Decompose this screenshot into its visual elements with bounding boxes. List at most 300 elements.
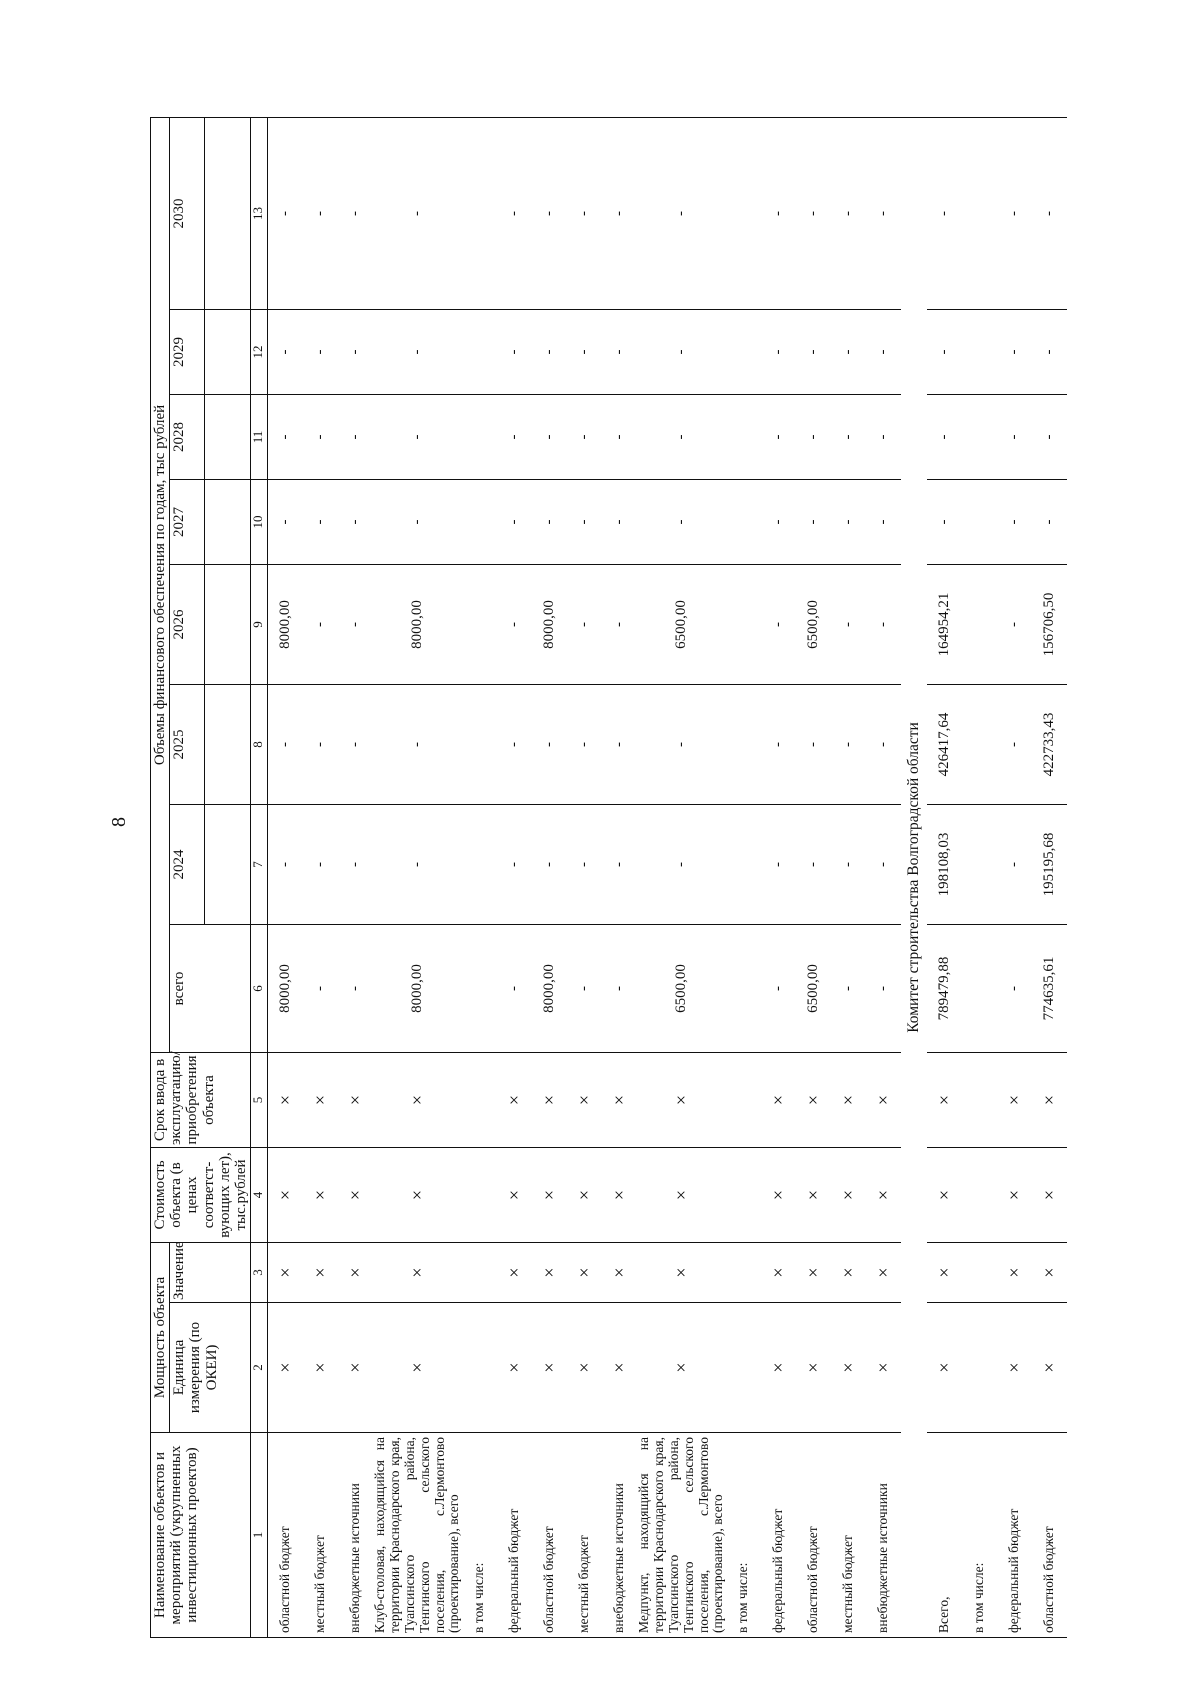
cell-c5: × [497, 1052, 532, 1147]
cell-c3: × [831, 1242, 866, 1302]
cell-c9 [726, 564, 761, 684]
cell-c5: × [637, 1052, 726, 1147]
cell-c7: - [831, 804, 866, 924]
cell-c3 [962, 1242, 997, 1302]
cell-c7: - [338, 804, 373, 924]
table-row [1032, 117, 1067, 1637]
cell-c3: × [866, 1242, 901, 1302]
cell-c11: - [532, 394, 567, 479]
cell-c4: × [602, 1147, 637, 1242]
cell-c9: - [831, 564, 866, 684]
cell-c2: × [927, 1303, 962, 1433]
cell-c5: × [373, 1052, 462, 1147]
cell-c6: - [761, 924, 796, 1052]
cell-c6: - [997, 924, 1032, 1052]
cell-c4: × [497, 1147, 532, 1242]
cell-c12: - [303, 309, 338, 394]
header-objects-name: Наименование объектов и мероприятий (укрупненных инвестиционных проектов) [151, 1433, 251, 1638]
cell-c11: - [831, 394, 866, 479]
cell-c6 [726, 924, 761, 1052]
cell-c7: - [866, 804, 901, 924]
cell-c12: - [338, 309, 373, 394]
column-number: 8 [251, 684, 268, 804]
section-row [901, 117, 927, 1637]
cell-c12: - [532, 309, 567, 394]
cell-c12: - [637, 309, 726, 394]
table-row [602, 117, 637, 1637]
cell-c10: - [567, 479, 602, 564]
cell-c11: - [927, 394, 962, 479]
cell-c6: - [602, 924, 637, 1052]
cell-c11: - [1032, 394, 1067, 479]
cell-c13: - [567, 117, 602, 309]
cell-c3: × [637, 1242, 726, 1302]
cell-c10: - [997, 479, 1032, 564]
cell-c2: × [373, 1303, 462, 1433]
cell-c4 [962, 1147, 997, 1242]
column-number: 5 [251, 1052, 268, 1147]
cell-c9 [962, 564, 997, 684]
cell-c2: × [637, 1303, 726, 1433]
cell-c10 [962, 479, 997, 564]
cell-c9: 8000,00 [268, 564, 304, 684]
cell-c10: - [532, 479, 567, 564]
row-name: в том числе: [462, 1433, 497, 1638]
table-row [997, 117, 1032, 1637]
cell-c4 [462, 1147, 497, 1242]
cell-c3: × [373, 1242, 462, 1302]
cell-c7: 195195,68 [1032, 804, 1067, 924]
cell-c5: × [532, 1052, 567, 1147]
cell-c13: - [602, 117, 637, 309]
column-number: 2 [251, 1303, 268, 1433]
cell-c9: - [338, 564, 373, 684]
row-name: местный бюджет [303, 1433, 338, 1638]
cell-c5: × [567, 1052, 602, 1147]
cell-c7: - [373, 804, 462, 924]
cell-c10: - [338, 479, 373, 564]
cell-c2: × [532, 1303, 567, 1433]
cell-c2: × [997, 1303, 1032, 1433]
cell-c10: - [637, 479, 726, 564]
header-cost: Стоимость объекта (в ценах соответст-вующих лет), тыс.рублей [151, 1147, 251, 1242]
column-number: 6 [251, 924, 268, 1052]
row-name: федеральный бюджет [997, 1433, 1032, 1638]
header-commission-term: Срок ввода в эксплуатацию/ приобретения объекта [151, 1052, 251, 1147]
cell-c9: 164954,21 [927, 564, 962, 684]
cell-c2: × [1032, 1303, 1067, 1433]
cell-c7: - [997, 804, 1032, 924]
cell-c2: × [268, 1303, 304, 1433]
cell-c5 [962, 1052, 997, 1147]
cell-c11 [962, 394, 997, 479]
cell-c5: × [831, 1052, 866, 1147]
column-number: 3 [251, 1242, 268, 1302]
cell-c13: - [497, 117, 532, 309]
cell-c2 [726, 1303, 761, 1433]
cell-c6: 774635,61 [1032, 924, 1067, 1052]
cell-c11: - [866, 394, 901, 479]
cell-c13: - [866, 117, 901, 309]
cell-c12: - [497, 309, 532, 394]
cell-c4: × [997, 1147, 1032, 1242]
cell-c2: × [602, 1303, 637, 1433]
table-row [497, 117, 532, 1637]
cell-c3: × [796, 1242, 831, 1302]
cell-c8: - [602, 684, 637, 804]
cell-c13: - [796, 117, 831, 309]
cell-c3: × [927, 1242, 962, 1302]
header-capacity: Мощность объекта [151, 1242, 170, 1432]
cell-c3: × [1032, 1242, 1067, 1302]
cell-c10: - [373, 479, 462, 564]
cell-c11: - [497, 394, 532, 479]
cell-c9: 8000,00 [532, 564, 567, 684]
cell-c2: × [831, 1303, 866, 1433]
header-unit: Единица измерения (по ОКЕИ) [170, 1303, 251, 1433]
cell-c2: × [866, 1303, 901, 1433]
table-row [927, 117, 962, 1637]
cell-c3: × [761, 1242, 796, 1302]
cell-c13 [962, 117, 997, 309]
cell-c11: - [338, 394, 373, 479]
column-number: 4 [251, 1147, 268, 1242]
cell-c2: × [497, 1303, 532, 1433]
cell-c10 [726, 479, 761, 564]
cell-c7: - [497, 804, 532, 924]
cell-c11: - [373, 394, 462, 479]
cell-c8 [462, 684, 497, 804]
cell-c6: - [567, 924, 602, 1052]
header-year: 2029 [170, 309, 205, 394]
cell-c12: - [866, 309, 901, 394]
row-name: внебюджетные источники [338, 1433, 373, 1638]
cell-c8: - [761, 684, 796, 804]
cell-c2: × [761, 1303, 796, 1433]
column-number: 7 [251, 804, 268, 924]
cell-c13: - [268, 117, 304, 309]
header-year: 2025 [170, 684, 205, 804]
cell-c12 [726, 309, 761, 394]
table-row [761, 117, 796, 1637]
cell-c10: - [497, 479, 532, 564]
cell-c3: × [567, 1242, 602, 1302]
column-number: 10 [251, 479, 268, 564]
row-name: местный бюджет [567, 1433, 602, 1638]
cell-c11 [726, 394, 761, 479]
cell-c3: × [338, 1242, 373, 1302]
cell-c11: - [997, 394, 1032, 479]
document-table-rotated [150, 118, 1070, 1638]
cell-c12: - [1032, 309, 1067, 394]
cell-c5: × [866, 1052, 901, 1147]
row-name: внебюджетные источники [602, 1433, 637, 1638]
row-name: в том числе: [726, 1433, 761, 1638]
table-row [338, 117, 373, 1637]
cell-c6: 6500,00 [796, 924, 831, 1052]
cell-c10 [462, 479, 497, 564]
cell-c5: × [303, 1052, 338, 1147]
cell-c5: × [761, 1052, 796, 1147]
cell-c11: - [761, 394, 796, 479]
cell-c11: - [796, 394, 831, 479]
cell-c13: - [532, 117, 567, 309]
cell-c8: - [997, 684, 1032, 804]
cell-c13: - [831, 117, 866, 309]
cell-c6: 789479,88 [927, 924, 962, 1052]
row-name: федеральный бюджет [497, 1433, 532, 1638]
cell-c6: 6500,00 [637, 924, 726, 1052]
cell-c7 [726, 804, 761, 924]
cell-c5: × [997, 1052, 1032, 1147]
cell-c6 [462, 924, 497, 1052]
cell-c7: - [268, 804, 304, 924]
cell-c9 [462, 564, 497, 684]
row-name: внебюджетные источники [866, 1433, 901, 1638]
cell-c12: - [831, 309, 866, 394]
cell-c2 [462, 1303, 497, 1433]
cell-c8: - [303, 684, 338, 804]
cell-c5 [462, 1052, 497, 1147]
cell-c11: - [567, 394, 602, 479]
cell-c10: - [268, 479, 304, 564]
cell-c10: - [866, 479, 901, 564]
table-row [962, 117, 997, 1637]
cell-c4: × [796, 1147, 831, 1242]
cell-c10: - [831, 479, 866, 564]
row-name: Всего, [927, 1433, 962, 1638]
header-financing-volumes: Объемы финансового обеспечения по годам, тыс рублей [151, 117, 170, 1052]
cell-c4: × [761, 1147, 796, 1242]
cell-c9: - [303, 564, 338, 684]
row-name: Клуб-столовая, находящийся на территории Краснодарского края, Туапсинского района, Тенгинского сельского поселения, с.Лермонтово (проектирование), всего [373, 1433, 462, 1638]
cell-c2: × [303, 1303, 338, 1433]
cell-c3: × [602, 1242, 637, 1302]
cell-c10: - [761, 479, 796, 564]
cell-c11: - [602, 394, 637, 479]
cell-c5: × [927, 1052, 962, 1147]
cell-c6: - [338, 924, 373, 1052]
cell-c12: - [268, 309, 304, 394]
cell-c12: - [602, 309, 637, 394]
cell-c7 [462, 804, 497, 924]
row-name: областной бюджет [1032, 1433, 1067, 1638]
cell-c11 [462, 394, 497, 479]
cell-c6: 8000,00 [268, 924, 304, 1052]
column-number: 11 [251, 394, 268, 479]
table-row [726, 117, 761, 1637]
cell-c7: - [567, 804, 602, 924]
cell-c2: × [567, 1303, 602, 1433]
cell-c6: 8000,00 [532, 924, 567, 1052]
cell-c9: 6500,00 [796, 564, 831, 684]
table-row [373, 117, 462, 1637]
cell-c5: × [338, 1052, 373, 1147]
cell-c8: - [831, 684, 866, 804]
cell-c13: - [997, 117, 1032, 309]
cell-c4: × [1032, 1147, 1067, 1242]
cell-c8 [726, 684, 761, 804]
cell-c5: × [796, 1052, 831, 1147]
cell-c3: × [532, 1242, 567, 1302]
table-header [151, 117, 268, 1637]
cell-c2 [962, 1303, 997, 1433]
cell-c2: × [338, 1303, 373, 1433]
cell-c4: × [637, 1147, 726, 1242]
cell-c5: × [1032, 1052, 1067, 1147]
cell-c11: - [303, 394, 338, 479]
section-title: Комитет строительства Волгоградской области [901, 117, 927, 1637]
row-name: областной бюджет [268, 1433, 304, 1638]
cell-c12: - [567, 309, 602, 394]
cell-c9: - [866, 564, 901, 684]
table-row [567, 117, 602, 1637]
cell-c3: × [497, 1242, 532, 1302]
cell-c10: - [796, 479, 831, 564]
row-name: в том числе: [962, 1433, 997, 1638]
table-row [831, 117, 866, 1637]
cell-c3 [462, 1242, 497, 1302]
cell-c8: - [637, 684, 726, 804]
cell-c12: - [927, 309, 962, 394]
row-name: областной бюджет [796, 1433, 831, 1638]
row-name: областной бюджет [532, 1433, 567, 1638]
cell-c12: - [373, 309, 462, 394]
cell-c9: - [602, 564, 637, 684]
cell-c8: - [796, 684, 831, 804]
cell-c13: - [338, 117, 373, 309]
cell-c4: × [567, 1147, 602, 1242]
cell-c10: - [1032, 479, 1067, 564]
cell-c13 [462, 117, 497, 309]
cell-c4: × [268, 1147, 304, 1242]
cell-c4: × [338, 1147, 373, 1242]
cell-c2: × [796, 1303, 831, 1433]
cell-c6: - [303, 924, 338, 1052]
cell-c10: - [303, 479, 338, 564]
cell-c8 [962, 684, 997, 804]
row-name: федеральный бюджет [761, 1433, 796, 1638]
cell-c13: - [761, 117, 796, 309]
cell-c12 [962, 309, 997, 394]
cell-c3: × [303, 1242, 338, 1302]
cell-c13: - [927, 117, 962, 309]
financing-table [150, 117, 1067, 1638]
cell-c6: - [866, 924, 901, 1052]
cell-c6 [962, 924, 997, 1052]
cell-c5: × [268, 1052, 304, 1147]
cell-c4: × [532, 1147, 567, 1242]
cell-c7: - [637, 804, 726, 924]
table-row [532, 117, 567, 1637]
cell-c4: × [373, 1147, 462, 1242]
cell-c7: - [532, 804, 567, 924]
cell-c12: - [997, 309, 1032, 394]
cell-c8: - [268, 684, 304, 804]
cell-c7: - [602, 804, 637, 924]
cell-c6: 8000,00 [373, 924, 462, 1052]
cell-c4: × [303, 1147, 338, 1242]
cell-c11: - [268, 394, 304, 479]
cell-c12: - [796, 309, 831, 394]
cell-c8: - [373, 684, 462, 804]
table-row [796, 117, 831, 1637]
header-year: 2024 [170, 804, 205, 924]
column-number: 9 [251, 564, 268, 684]
row-name: Медпункт, находящийся на территории Краснодарского края, Туапсинского района, Тенгинского сельского поселения, с.Лермонтово (проектирование), всего [637, 1433, 726, 1638]
cell-c8: - [338, 684, 373, 804]
cell-c4: × [831, 1147, 866, 1242]
cell-c11: - [637, 394, 726, 479]
cell-c8: 426417,64 [927, 684, 962, 804]
cell-c7 [962, 804, 997, 924]
header-year: 2028 [170, 394, 205, 479]
row-name: местный бюджет [831, 1433, 866, 1638]
header-value: Значение [170, 1242, 251, 1302]
cell-c8: 422733,43 [1032, 684, 1067, 804]
cell-c7: 198108,03 [927, 804, 962, 924]
cell-c8: - [567, 684, 602, 804]
cell-c4: × [866, 1147, 901, 1242]
cell-c3: × [997, 1242, 1032, 1302]
table-body [268, 117, 1068, 1637]
column-number: 1 [251, 1433, 268, 1638]
cell-c5 [726, 1052, 761, 1147]
cell-c12 [462, 309, 497, 394]
table-row [268, 117, 304, 1637]
table-row [637, 117, 726, 1637]
cell-c10: - [927, 479, 962, 564]
header-year: 2027 [170, 479, 205, 564]
cell-c9: 8000,00 [373, 564, 462, 684]
cell-c9: 6500,00 [637, 564, 726, 684]
cell-c8: - [866, 684, 901, 804]
cell-c9: 156706,50 [1032, 564, 1067, 684]
cell-c9: - [761, 564, 796, 684]
cell-c13 [726, 117, 761, 309]
cell-c10: - [602, 479, 637, 564]
header-year: 2026 [170, 564, 205, 684]
page-number: 8 [108, 817, 130, 827]
cell-c8: - [532, 684, 567, 804]
table-row [462, 117, 497, 1637]
cell-c7: - [761, 804, 796, 924]
cell-c7: - [796, 804, 831, 924]
table-row [303, 117, 338, 1637]
cell-c6: - [497, 924, 532, 1052]
column-number: 13 [251, 117, 268, 309]
column-number: 12 [251, 309, 268, 394]
table-row [866, 117, 901, 1637]
header-year: 2030 [170, 117, 205, 309]
cell-c3 [726, 1242, 761, 1302]
cell-c13: - [373, 117, 462, 309]
cell-c13: - [1032, 117, 1067, 309]
cell-c13: - [303, 117, 338, 309]
header-total: всего [170, 924, 251, 1052]
cell-c6: - [831, 924, 866, 1052]
cell-c12: - [761, 309, 796, 394]
cell-c4 [726, 1147, 761, 1242]
cell-c9: - [497, 564, 532, 684]
cell-c5: × [602, 1052, 637, 1147]
cell-c3: × [268, 1242, 304, 1302]
cell-c9: - [567, 564, 602, 684]
cell-c13: - [637, 117, 726, 309]
cell-c8: - [497, 684, 532, 804]
cell-c7: - [303, 804, 338, 924]
cell-c4: × [927, 1147, 962, 1242]
